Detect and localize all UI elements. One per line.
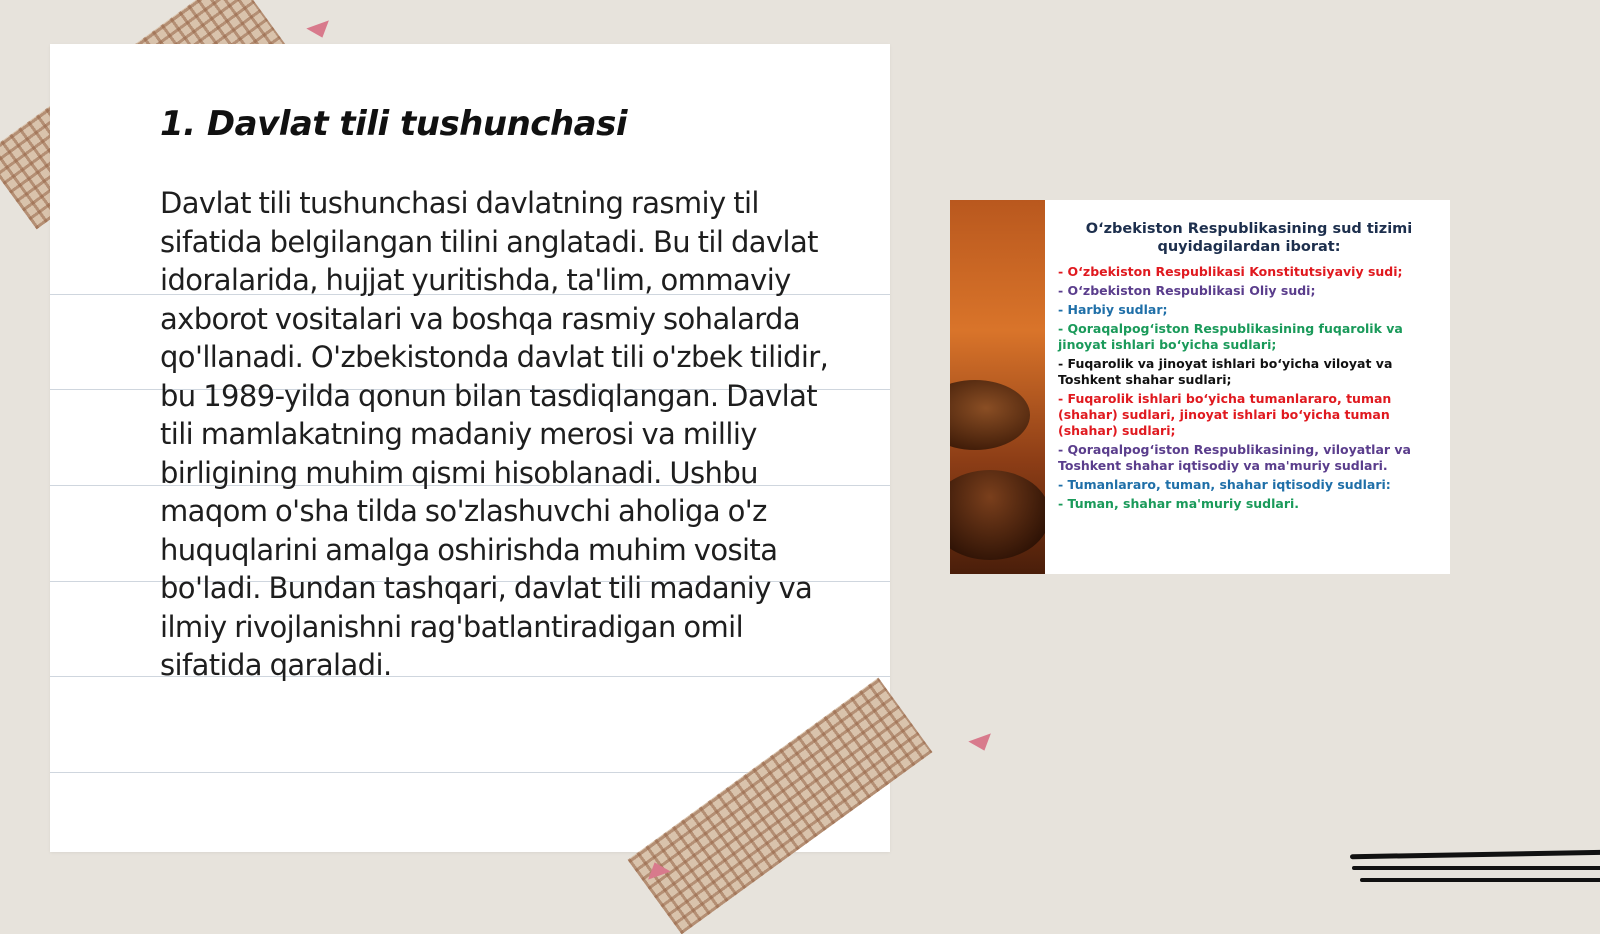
tape-tip-top — [306, 20, 333, 41]
slide-body-text: Davlat tili tushunchasi davlatning rasmiy til sifatida belgilangan tilini anglatadi. Bu til davlat idoralarida, hujjat yuritishda, ta'lim, ommaviy axborot vositalari va boshqa rasmiy sohalarda qo'llanadi. O'zbekistonda davlat tili o'zbek tilidir, bu 1989-yilda qonun bilan tasdiqlangan. Davlat tili mamlakatning madaniy merosi va milliy birligining muhim qismi hisoblanadi. Ushbu maqom o'sha tilda so'zlashuvchi aholiga o'z huquqlarini amalga oshirishda muhim vosita bo'ladi. Bundan tashqari, davlat tili madaniy va ilmiy rivojlanishni rag'batlantiradigan omil sifatida qaraladi. — [160, 186, 829, 682]
slide-title: 1. Davlat tili tushunchasi — [160, 104, 627, 144]
court-system-item: - O‘zbekiston Respublikasi Konstitutsiyaviy sudi; — [1058, 264, 1403, 279]
court-system-items — [1058, 264, 1440, 512]
court-system-item: - Tumanlararo, tuman, shahar iqtisodiy sudlari: — [1058, 477, 1391, 492]
court-system-item: - Harbiy sudlar; — [1058, 302, 1168, 317]
gavel-head-shape — [950, 380, 1030, 450]
court-system-item: - Fuqarolik va jinoyat ishlari bo‘yicha viloyat va Toshkent shahar sudlari; — [1058, 356, 1393, 387]
court-system-image — [950, 200, 1450, 574]
court-system-title: O‘zbekiston Respublikasining sud tizimi quyidagilardan iborat: — [1085, 221, 1413, 255]
court-system-item: - Fuqarolik ishlari bo‘yicha tumanlararo, tuman (shahar) sudlari, jinoyat ishlari bo‘yicha tuman (shahar) sudlari; — [1058, 391, 1392, 438]
gavel-base-shape — [950, 470, 1045, 560]
court-system-list — [1058, 220, 1440, 515]
decor-stripe — [1350, 850, 1600, 860]
court-system-item: - Qoraqalpog‘iston Respublikasining fuqarolik va jinoyat ishlari bo‘yicha sudlari; — [1058, 321, 1403, 352]
court-system-item: - O‘zbekiston Respublikasi Oliy sudi; — [1058, 283, 1316, 298]
gavel-photo — [950, 200, 1045, 574]
decor-stripe — [1360, 878, 1600, 882]
tape-tip-bottom-right — [968, 733, 995, 754]
decor-stripe — [1352, 866, 1600, 870]
court-system-item: - Tuman, shahar ma'muriy sudlari. — [1058, 496, 1300, 511]
court-system-item: - Qoraqalpog‘iston Respublikasining, viloyatlar va Toshkent shahar iqtisodiy va ma'muriy sudlari. — [1058, 442, 1411, 473]
